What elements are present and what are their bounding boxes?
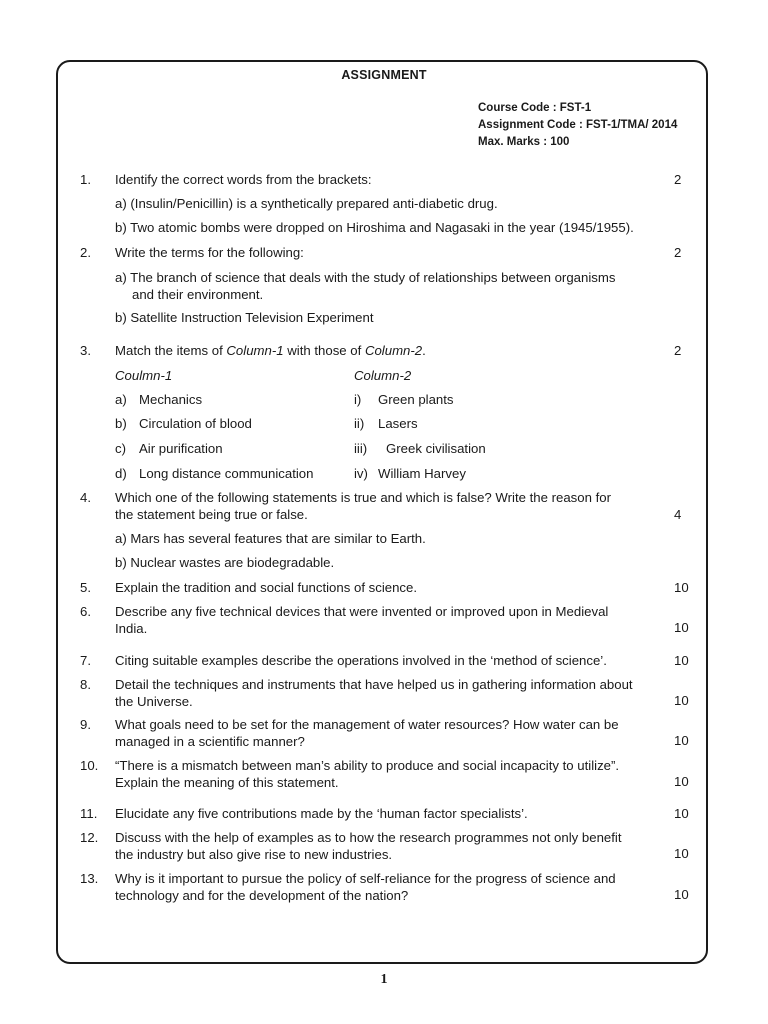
question-marks: 10 <box>674 774 689 789</box>
question-number: 11. <box>80 806 98 821</box>
assignment-code: Assignment Code : FST-1/TMA/ 2014 <box>478 119 678 131</box>
question-2-part-a <box>115 270 675 303</box>
question-marks: 2 <box>674 343 682 358</box>
question-number: 7. <box>80 653 91 668</box>
match-row-left: b) Circulation of blood <box>115 416 252 431</box>
question-text: Why is it important to pursue the policy of self-reliance for the progress of science and technology and for the development of the nation? <box>115 871 616 903</box>
question-marks: 2 <box>674 245 682 260</box>
question-number: 10. <box>80 758 99 773</box>
question-text: What goals need to be set for the management of water resources? How water can be managed in a scientific manner? <box>115 717 619 749</box>
match-row-right: iii) Greek civilisation <box>354 441 486 456</box>
column-1-header: Coulmn-1 <box>115 368 173 383</box>
question-text: Elucidate any five contributions made by the ‘human factor specialists’. <box>115 806 528 821</box>
question-number: 2. <box>80 245 91 260</box>
question-4-part-b: b) Nuclear wastes are biodegradable. <box>115 555 335 570</box>
question-marks: 10 <box>674 580 689 595</box>
question-text: Match the items of Column-1 with those of Column-2. <box>115 343 426 358</box>
question-marks: 10 <box>674 806 689 821</box>
question-text: Write the terms for the following: <box>115 245 304 260</box>
question-marks: 10 <box>674 620 689 635</box>
question-text: Describe any five technical devices that were invented or improved upon in Medieval India. <box>115 604 609 636</box>
question-1-part-a: a) (Insulin/Penicillin) is a synthetically prepared anti-diabetic drug. <box>115 196 498 211</box>
question-number: 12. <box>80 830 99 845</box>
question-number: 13. <box>80 871 99 886</box>
match-row-left: a) Mechanics <box>115 392 203 407</box>
question-marks: 10 <box>674 887 689 902</box>
page-number: 1 <box>380 972 388 987</box>
course-code: Course Code : FST-1 <box>478 102 592 114</box>
question-marks: 10 <box>674 846 689 861</box>
question-number: 8. <box>80 677 91 692</box>
question-text: Citing suitable examples describe the operations involved in the ‘method of science’. <box>115 653 607 668</box>
question-text: “There is a mismatch between man’s ability to produce and social incapacity to utilize”. Explain the meaning of this statement. <box>115 758 620 790</box>
question-text: Discuss with the help of examples as to how the research programmes not only benefit the industry but also give rise to new industries. <box>115 830 622 862</box>
match-row-left: d) Long distance communication <box>115 466 314 481</box>
page-title: ASSIGNMENT <box>341 68 427 82</box>
question-text: Identify the correct words from the brackets: <box>115 172 372 187</box>
question-number: 3. <box>80 343 91 358</box>
question-number: 1. <box>80 172 91 187</box>
assignment-meta <box>478 100 677 151</box>
match-row-left: c) Air purification <box>115 441 223 456</box>
match-row-right: iv) William Harvey <box>354 466 466 481</box>
question-marks: 10 <box>674 733 689 748</box>
question-text: Detail the techniques and instruments that have helped us in gathering information about the Universe. <box>115 677 633 709</box>
question-number: 4. <box>80 490 91 505</box>
match-row-right: i) Green plants <box>354 392 454 407</box>
question-number: 6. <box>80 604 91 619</box>
question-number: 5. <box>80 580 91 595</box>
question-text: Which one of the following statements is true and which is false? Write the reason for the statement being true or false. <box>115 490 611 522</box>
question-marks: 2 <box>674 172 682 187</box>
question-marks: 10 <box>674 653 689 668</box>
question-text: Explain the tradition and social functions of science. <box>115 580 418 595</box>
question-number: 9. <box>80 717 91 732</box>
question-1-part-b: b) Two atomic bombs were dropped on Hiroshima and Nagasaki in the year (1945/1955). <box>115 220 634 235</box>
max-marks: Max. Marks : 100 <box>478 136 570 148</box>
question-marks: 10 <box>674 693 689 708</box>
match-row-right: ii) Lasers <box>354 416 418 431</box>
part-a-line-2: and their environment. <box>132 286 264 302</box>
question-marks: 4 <box>674 507 682 522</box>
part-a-line-1: a) The branch of science that deals with the study of relationships between organisms <box>115 270 616 285</box>
question-4-part-a: a) Mars has several features that are similar to Earth. <box>115 531 426 546</box>
question-2-part-b: b) Satellite Instruction Television Experiment <box>115 310 374 325</box>
column-2-header: Column-2 <box>354 368 412 383</box>
